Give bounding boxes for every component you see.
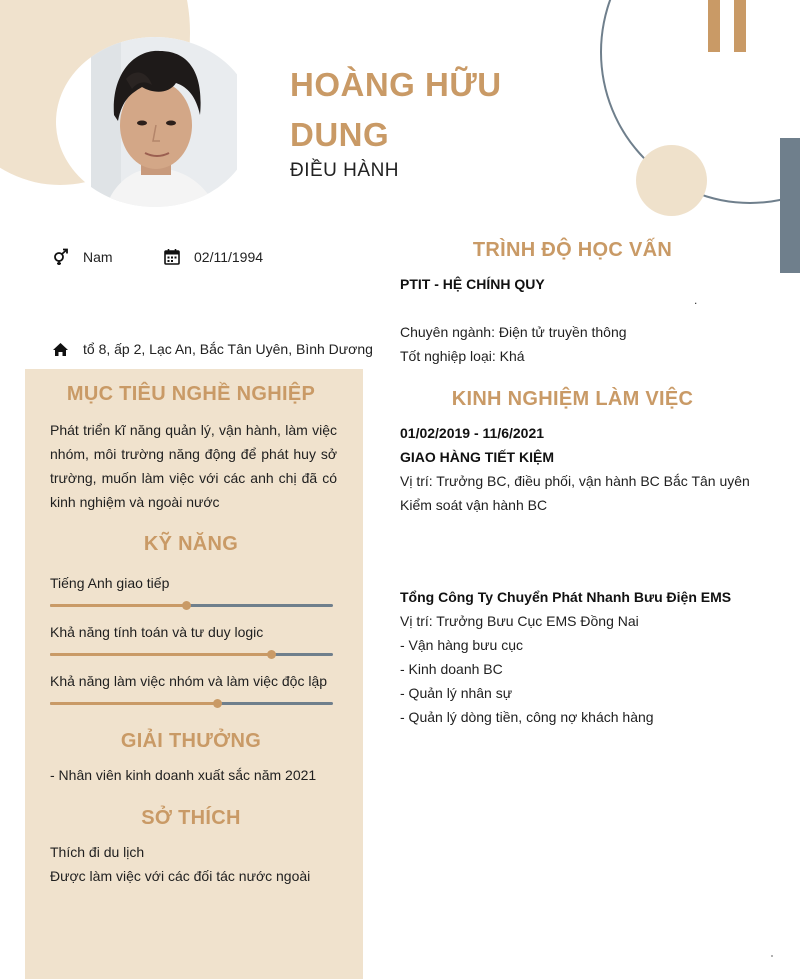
home-icon bbox=[52, 342, 69, 357]
address-row bbox=[52, 341, 373, 357]
skill-bar-3 bbox=[50, 702, 333, 705]
skill-label-1: Tiếng Anh giao tiếp bbox=[50, 575, 170, 591]
job2-line-2: - Vận hàng bưu cục bbox=[400, 637, 524, 653]
job2-line-3: - Kinh doanh BC bbox=[400, 661, 503, 677]
gender-text: Nam bbox=[83, 249, 113, 265]
skill-knob-2 bbox=[267, 650, 276, 659]
name-line-2: DUNG bbox=[290, 116, 390, 153]
address-text: tổ 8, ấp 2, Lạc An, Bắc Tân Uyên, Bình Dương bbox=[83, 341, 373, 357]
job2-line-5: - Quản lý dòng tiền, công nợ khách hàng bbox=[400, 709, 654, 725]
full-name bbox=[290, 60, 590, 160]
skill-bar-1 bbox=[50, 604, 333, 607]
skill-fill-2 bbox=[50, 653, 271, 656]
experience-title: KINH NGHIỆM LÀM VIỆC bbox=[451, 388, 694, 410]
hobbies-title: SỞ THÍCH bbox=[141, 807, 241, 829]
skill-knob-3 bbox=[213, 699, 222, 708]
education-grade: Tốt nghiệp loại: Khá bbox=[400, 348, 525, 364]
gender-icon bbox=[52, 248, 70, 266]
job2-company: Tổng Công Ty Chuyển Phát Nhanh Bưu Điện EMS bbox=[400, 589, 732, 605]
skill-knob-1 bbox=[182, 601, 191, 610]
birthdate-row bbox=[164, 248, 263, 265]
job2-line-4: - Quản lý nhân sự bbox=[400, 685, 513, 701]
objective-text: Phát triển kĩ năng quản lý, vận hành, làm việc nhóm, môi trường năng động để phát huy sở trường, muốn làm việc với các anh chị đã có kinh nghiệm và ngoài nước bbox=[50, 422, 337, 510]
hobby-item-1: Thích đi du lịch bbox=[50, 844, 145, 860]
skill-fill-1 bbox=[50, 604, 186, 607]
objective-title: MỤC TIÊU NGHỀ NGHIỆP bbox=[66, 383, 316, 405]
skills-title: KỸ NĂNG bbox=[143, 533, 239, 555]
decorative-side-bar bbox=[780, 138, 800, 273]
calendar-icon bbox=[164, 248, 180, 265]
job1-line-1: Vị trí: Trưởng BC, điều phối, vận hành BC Bắc Tân uyên bbox=[400, 473, 750, 489]
profile-photo bbox=[56, 37, 254, 207]
job-role: ĐIỀU HÀNH bbox=[290, 160, 400, 181]
education-title: TRÌNH ĐỘ HỌC VẤN bbox=[472, 239, 673, 261]
decorative-bar-right bbox=[734, 0, 746, 52]
awards-title: GIẢI THƯỞNG bbox=[120, 730, 262, 752]
gender-row bbox=[52, 248, 113, 266]
job1-period: 01/02/2019 - 11/6/2021 bbox=[400, 425, 545, 441]
decorative-bar-left bbox=[708, 0, 720, 52]
name-line-1: HOÀNG HỮU bbox=[290, 66, 502, 103]
education-major: Chuyên ngành: Điện tử truyền thông bbox=[400, 324, 627, 340]
decorative-speck bbox=[771, 955, 773, 957]
education-dot: . bbox=[694, 293, 698, 307]
skill-label-3: Khả năng làm việc nhóm và làm việc độc lập bbox=[50, 673, 328, 689]
education-school: PTIT - HỆ CHÍNH QUY bbox=[400, 276, 545, 292]
skill-fill-3 bbox=[50, 702, 217, 705]
hobby-item-2: Được làm việc với các đối tác nước ngoài bbox=[50, 868, 311, 884]
skill-bar-2 bbox=[50, 653, 333, 656]
job1-line-2: Kiểm soát vận hành BC bbox=[400, 497, 548, 513]
award-item: - Nhân viên kinh doanh xuất sắc năm 2021 bbox=[50, 767, 317, 783]
job2-line-1: Vị trí: Trưởng Bưu Cục EMS Đồng Nai bbox=[400, 613, 639, 629]
birthdate-text: 02/11/1994 bbox=[194, 248, 264, 265]
decorative-circle-filled bbox=[636, 145, 707, 216]
skill-label-2: Khả năng tính toán và tư duy logic bbox=[50, 624, 264, 640]
job1-company: GIAO HÀNG TIẾT KIỆM bbox=[400, 449, 554, 465]
